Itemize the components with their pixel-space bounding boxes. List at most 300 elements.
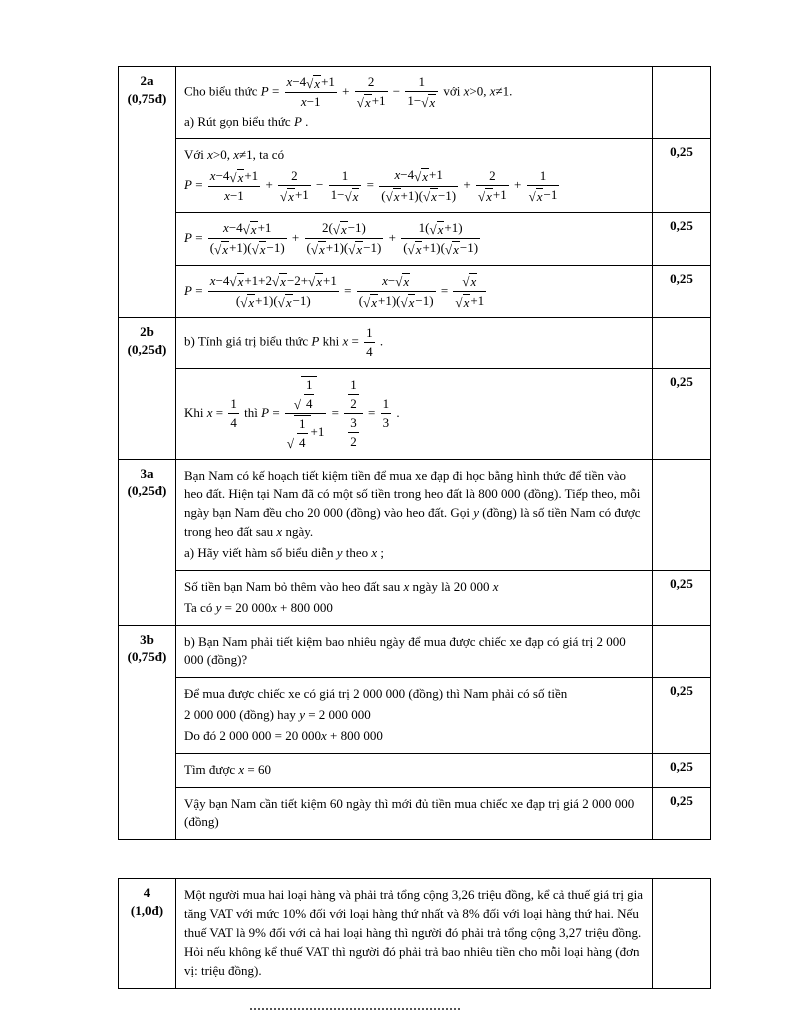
fraction-denominator: 4 [305,395,313,411]
math-variable: x [453,241,459,257]
radical-icon: √ [229,274,237,290]
math-variable: x [224,188,230,204]
score-cell: 0,25 [653,139,711,212]
fraction-numerator: x− √ x [382,272,410,290]
content-line: a) Rút gọn biểu thức P . [184,113,309,129]
rubric-row [119,753,711,787]
math-variable: x [408,294,415,310]
answer-content-cell [176,318,653,369]
score-cell [653,879,711,988]
math-variable: x [422,168,429,184]
fraction [364,325,375,361]
fraction [305,220,384,258]
fraction [348,377,359,413]
math-variable: x [356,241,363,257]
score-cell: 0,25 [653,570,711,625]
square-root [414,168,429,185]
rubric-row [119,139,711,212]
radicand [485,188,493,205]
math-variable: x [286,74,293,89]
fraction [381,396,392,432]
question-id-cell [119,459,176,625]
radicand [318,241,326,258]
radical-icon: √ [356,94,364,110]
square-root [408,241,423,258]
radicand [287,188,295,205]
answer-content-cell [176,212,653,265]
content-line: Số tiền bạn Nam bỏ thêm vào heo đất sau x ngày là 20 000 x [184,578,499,594]
content-line: Do đó 2 000 000 = 20 000x + 800 000 [184,727,383,743]
radicand [313,75,321,92]
fraction-numerator: 1 [539,167,547,183]
square-root [240,294,255,311]
math-variable: x [238,761,245,777]
content-line: Cho biểu thức P = x−4 √ x +1 x−1 + 2 √ x +1 − 1 1− √ x với x>0, x≠1. [184,74,513,110]
radicand [452,241,460,258]
radical-icon: √ [229,169,237,185]
square-root [308,273,323,290]
square-root [357,94,372,111]
score-cell: 0,25 [653,265,711,318]
fraction-denominator: x−1 [285,92,337,110]
radical-icon: √ [293,396,301,412]
score-cell [653,67,711,139]
fraction-numerator: 1 [350,376,357,392]
math-variable: P [184,282,192,298]
radical-icon: √ [385,189,393,205]
math-variable: y [215,599,222,615]
math-variable: x [209,167,216,183]
fraction-numerator: 3 [350,415,357,431]
content-line: P = x−4 √ x +1+2 √ x −2+ √ x +1 ( √ x +1)( √ x −1) = x− √ x ( √ x +1)( √ x −1) = √ x √ x +1 [184,272,485,310]
radicand [247,294,255,311]
radical-icon: √ [455,294,463,310]
radicand [536,188,544,205]
radical-icon: √ [277,294,285,310]
square-root [423,188,438,205]
math-variable: x [489,83,496,99]
question-number: 3a [140,465,154,481]
fraction-denominator: ( √ x +1)( √ x −1) [381,187,457,205]
math-variable: x [382,272,388,288]
fraction-denominator: √ x +1 [280,187,309,204]
radicand [279,273,287,290]
fraction-numerator: 1 [230,395,237,411]
question-id-cell [119,879,176,988]
radical-icon: √ [308,274,316,290]
fraction-denominator: ( √ x +1)( √ x −1) [306,240,382,257]
radical-icon: √ [251,241,259,257]
score-cell [653,318,711,369]
radical-icon: √ [272,274,280,290]
fraction-denominator: ( √ x +1)( √ x −1) [403,240,479,257]
fraction [278,168,311,205]
radicand [285,294,293,311]
radical-icon: √ [363,294,371,310]
radical-icon: √ [414,168,422,184]
math-variable: x [222,241,229,257]
square-root [348,241,363,258]
math-variable: x [300,94,307,110]
square-root [344,188,359,205]
square-root [252,241,267,258]
answer-content-cell [176,753,653,787]
radical-icon: √ [214,241,222,257]
question-points: (0,75đ) [127,90,167,106]
question-number: 2a [140,73,154,88]
rubric-row [119,265,711,318]
radicand [355,241,363,258]
square-root [430,221,445,238]
math-variable: x [463,83,470,99]
math-variable: P [260,83,269,99]
fraction-numerator: 1 [366,325,373,341]
radicand [469,273,477,290]
content-line: Một người mua hai loại hàng và phải trả tổng cộng 3,26 triệu đồng, kể cả thuế giá trị gia tăng VAT với mức 10% đối với loại hàng thứ nhất và 8% đối với loại hàng thứ hai. Nếu thuế VAT là 9% đối với cả hai loại hàng thì người đó phải trả tổng cộng 3,27 triệu đồng. Hỏi nếu không kể thuế VAT thì người đó phải trả bao nhiêu tiền cho mỗi loại hàng (đơn vị: triệu đồng). [184,887,644,978]
fraction [208,273,339,311]
content-line: Ta có y = 20 000x + 800 000 [184,599,333,615]
square-root [243,221,258,238]
square-root [333,221,348,238]
rubric-row [119,318,711,369]
content-line: P = x−4 √ x +1 x−1 + 2 √ x +1 − 1 1− √ x = x−4 √ x +1 ( √ x +1)( √ x −1) + 2 √ x +1 + 1 √ x −1 [184,167,558,205]
math-variable: x [209,272,216,288]
answer-content-cell [176,139,653,212]
square-root [214,241,229,258]
radical-icon: √ [462,274,470,290]
square-root [229,169,244,186]
radical-icon: √ [348,241,356,257]
rubric-row [119,879,711,988]
fraction-denominator: √ x −1 [528,187,558,204]
fraction-denominator: 4 [366,344,373,360]
math-variable: x [463,294,470,310]
square-root [421,94,436,111]
fraction-numerator: 1 [305,376,313,392]
fraction-denominator: 1− √ x [329,185,362,204]
radical-icon: √ [310,241,318,257]
content-line: a) Hãy viết hàm số biểu diễn y theo x ; [184,545,385,560]
radicand [315,273,323,290]
fraction-denominator: 2 [350,395,357,411]
fraction-numerator: 1 [341,167,349,183]
fraction [379,167,458,205]
math-variable: x [276,524,283,540]
answer-content-cell [176,787,653,840]
table-gap [118,840,710,878]
radicand [237,169,245,186]
score-cell: 0,25 [653,678,711,754]
question-points: (1,0đ) [130,902,164,918]
radicand [408,294,416,311]
radical-icon: √ [240,294,248,310]
fraction [304,377,315,413]
math-variable: x [371,294,377,310]
rubric-row [119,678,711,754]
math-variable: x [259,241,266,257]
fraction [348,415,359,451]
math-variable: x [403,274,410,290]
radicand [430,188,438,205]
radical-icon: √ [306,75,314,91]
rubric-row [119,368,711,459]
fraction-numerator: x−4 √ x +1+2 √ x −2+ √ x +1 [209,272,337,290]
square-root [400,294,415,311]
square-root [311,241,326,258]
math-variable: x [492,578,499,594]
math-variable: x [316,274,323,290]
fraction-numerator: x−4 √ x +1 [223,219,272,237]
math-variable: P [293,113,302,129]
math-variable: x [320,727,327,743]
fraction [527,168,560,205]
fraction-denominator: ( √ x +1)( √ x −1) [209,240,285,257]
content-line: P = x−4 √ x +1 ( √ x +1)( √ x −1) + 2( √ x −1) ( √ x +1)( √ x −1) + 1( √ x +1) ( √ x +1)( √ x −1) [184,219,479,257]
math-variable: x [403,578,410,594]
radicand [364,94,372,111]
fraction-denominator: ( √ x +1)( √ x −1) [208,291,339,310]
fraction [208,168,260,205]
fraction [405,74,438,111]
radicand [415,241,423,258]
math-variable: x [431,189,437,205]
answer-content-cell [176,879,653,988]
math-variable: x [248,294,255,310]
square-root [386,188,401,205]
radicand [421,168,429,185]
answer-content-cell [176,570,653,625]
square-root [395,273,410,290]
rubric-row [119,570,711,625]
fraction-numerator: 2 [367,74,375,89]
math-variable: y [336,545,343,560]
score-cell [653,459,711,570]
content-line: Để mua được chiếc xe có giá trị 2 000 000 (đồng) thì Nam phải có số tiền [184,686,568,702]
math-variable: P [184,229,192,245]
math-variable: P [261,404,270,420]
rubric-row [119,459,711,570]
square-root [278,294,293,311]
fraction-denominator: 3 [382,415,390,431]
math-variable: x [223,219,229,235]
answer-content-cell [176,368,653,459]
radical-icon: √ [286,436,295,452]
content-line: b) Tính giá trị biểu thức P khi x = $\frac{1}{4}$ . [184,325,384,360]
fraction [297,416,308,452]
square-root [272,273,287,290]
rubric-row [119,67,711,139]
math-variable: x [233,147,240,163]
fraction-numerator [453,273,486,291]
score-cell: 0,25 [653,787,711,840]
fraction-numerator: 2 [291,167,298,183]
radical-icon: √ [280,188,288,204]
square-root [287,415,311,452]
fraction-denominator: 2 [350,434,357,450]
fraction [285,376,326,452]
radicand [221,241,229,258]
radicand [259,241,267,258]
math-variable: x [237,169,244,185]
rubric-table-question-4 [118,878,711,988]
radical-icon: √ [528,188,536,204]
radicand [402,273,410,290]
fraction-numerator: x−4 √ x +1 [209,167,259,185]
math-variable: x [437,221,444,237]
math-variable: x [314,75,321,91]
square-root [462,273,477,290]
content-line: Khi x = $\frac{1}{4}$ thì P = √ $\frac{1}{4}$ √ $\frac{1}{4}$ +1 = $\frac{\frac{1}{2}}{\frac{3}{2}}$ = $\frac{1}{3}$ . [184,376,400,452]
content-line: Tìm được x = 60 [184,761,271,777]
fraction-denominator: 1− √ x [405,91,438,110]
content-line: Vậy bạn Nam cần tiết kiệm 60 ngày thì mới đủ tiền mua chiếc xe đạp trị giá 2 000 000 (đồng) [184,795,635,830]
fraction-numerator: x−4 √ x +1 [286,74,335,91]
question-points: (0,25đ) [127,341,167,357]
fraction [355,74,388,111]
radicand [437,221,445,238]
math-variable: x [340,221,347,237]
square-root [280,188,295,205]
content-line: b) Bạn Nam phải tiết kiệm bao nhiêu ngày để mua được chiếc xe đạp có giá trị 2 000 000 (đồng)? [184,633,626,668]
math-variable: x [270,599,277,615]
question-number: 3b [140,631,154,647]
fraction-denominator: ( √ x +1)( √ x −1) [358,292,434,310]
radicand [463,294,471,311]
math-variable: x [415,241,422,257]
radical-icon: √ [395,274,403,290]
math-variable: x [250,221,257,237]
square-root [363,294,378,311]
fraction-numerator: 1 [382,395,390,411]
radical-icon: √ [332,221,340,237]
answer-content-cell [176,265,653,318]
rubric-row [119,625,711,678]
math-variable: x [285,294,292,310]
rubric-row [119,787,711,840]
fraction-denominator: √ x +1 [455,292,485,310]
radicand [237,273,245,290]
answer-content-cell [176,67,653,139]
fraction [329,168,362,205]
fraction-denominator: 4 [230,415,237,431]
math-variable: y [473,505,479,521]
fraction-numerator [344,377,363,414]
question-points: (0,75đ) [127,649,167,665]
fraction-numerator: 1 [418,74,425,89]
math-variable: x [237,274,244,290]
content-line: 2 000 000 (đồng) hay y = 2 000 000 [184,707,371,723]
score-cell [653,625,711,678]
fraction [453,273,486,311]
radical-icon: √ [429,221,437,237]
radical-icon: √ [477,188,486,204]
answer-content-cell [176,678,653,754]
math-variable: x [207,147,213,163]
fraction [357,273,436,311]
question-number: 2b [140,324,154,340]
rubric-row [119,212,711,265]
radicand [301,376,318,413]
fraction [401,220,480,258]
fraction-denominator: x−1 [208,186,260,204]
fraction [285,74,337,111]
fraction-numerator: 1 [299,416,306,432]
question-number: 4 [143,885,151,901]
square-root [455,294,470,311]
fraction-numerator [285,376,326,414]
question-id-cell [119,318,176,460]
radicand [370,294,378,311]
fraction [208,220,287,258]
fraction-numerator: 2 [489,167,496,183]
fraction-denominator: √ x +1 [477,187,507,204]
question-points: (0,25đ) [127,483,167,499]
math-variable: x [206,404,213,420]
radicand [352,188,360,205]
math-variable: x [318,241,325,257]
fraction-denominator [344,413,363,451]
math-variable: x [393,189,400,205]
fraction-numerator: 1( √ x +1) [418,219,463,237]
math-variable: x [536,188,543,204]
score-cell: 0,25 [653,212,711,265]
math-variable: x [371,545,378,560]
square-root [229,273,244,290]
score-cell: 0,25 [653,753,711,787]
content-line: Bạn Nam có kế hoạch tiết kiệm tiền để mua xe đạp đi học bằng hình thức để tiền vào heo đất. Hiện tại Nam đã có một số tiền trong heo đất là 800 000 (đồng). Tiếp theo, mỗi ngày bạn Nam đều cho 20 000 (đồng) vào heo đất. Gọi y (đồng) là số tiền Nam có được trong heo đất sau x ngày. [184,467,641,540]
square-root [529,188,544,205]
radical-icon: √ [242,221,250,237]
radicand [428,94,436,111]
math-variable: x [364,94,371,110]
radical-icon: √ [344,188,352,204]
score-cell: 0,25 [653,368,711,459]
math-variable: x [280,274,286,290]
math-variable: x [429,94,436,110]
radical-icon: √ [423,189,431,205]
math-variable: P [184,177,192,193]
answer-content-cell [176,625,653,678]
fraction-denominator: √ $\frac{1}{4}$ +1 [285,413,326,452]
radical-icon: √ [421,94,429,110]
square-root [478,188,493,205]
square-root [445,241,460,258]
fraction [476,168,509,205]
radicand [340,221,348,238]
fraction-denominator: 4 [299,435,306,451]
fraction-numerator: 2( √ x −1) [321,219,366,237]
math-variable: P [311,333,320,349]
math-variable: x [486,188,492,204]
math-variable: x [470,274,477,290]
radical-icon: √ [400,294,408,310]
answer-content-cell [176,459,653,570]
square-root [306,75,321,92]
fraction-denominator: √ x +1 [356,93,386,110]
question-id-cell [119,625,176,840]
rubric-table-questions-2-3 [118,66,711,840]
radical-icon: √ [444,241,453,257]
radical-icon: √ [407,241,415,257]
math-variable: x [394,167,401,183]
square-root [294,376,318,413]
fraction [344,377,363,451]
fraction [228,396,239,432]
math-variable: y [299,707,305,723]
content-line: Với x>0, x≠1, ta có [184,147,285,163]
math-variable: x [352,188,359,204]
question-id-cell [119,67,176,318]
